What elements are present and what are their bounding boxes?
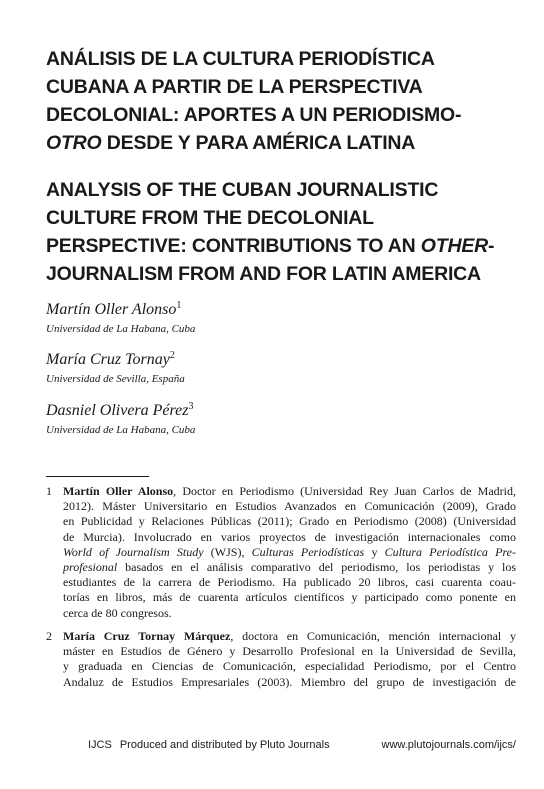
author-affiliation: Universidad de La Habana, Cuba — [46, 424, 196, 436]
title-en-line: JOURNALISM FROM AND FOR LATIN AMERICA — [46, 263, 481, 285]
title-es-italic-word: OTRO — [46, 132, 102, 154]
footnote-line: Martín Oller Alonso, Doctor en Periodismo (Universidad Rey Juan Carlos de Madrid, — [63, 484, 516, 498]
author-name: Martín Oller Alonso$^1$ — [46, 300, 182, 318]
author-footnote-ref[interactable]: 3 — [188, 401, 194, 412]
footnote-line: torías en libros, más de cuarenta artículos científicos y participado como ponente en — [63, 590, 516, 605]
footnote-line: estudiantes de la carrera de Periodismo. Ha publicado 20 libros, casi cuarenta coau- — [63, 575, 516, 590]
journal-url-link[interactable]: www.plutojournals.com/ijcs/ — [381, 739, 516, 751]
title-en-line — [46, 232, 516, 260]
footnote-line: de Murcia). Involucrado en varios proyectos de investigación internacionales como — [63, 529, 516, 544]
footnote-author-name: Martín Oller Alonso — [63, 484, 174, 498]
footnote-line: World of Journalism Study (WJS), Culturas Periodísticas y Cultura Periodística Pre- — [63, 544, 516, 559]
author-name: María Cruz Tornay$^2$ — [46, 350, 175, 368]
author-footnote-ref[interactable]: 2 — [169, 350, 175, 361]
footnote — [46, 629, 516, 690]
title-es-line — [46, 129, 516, 157]
distribution-note: Produced and distributed by Pluto Journals — [119, 739, 330, 751]
journal-abbreviation: IJCS — [88, 739, 112, 751]
author-footnote-ref[interactable]: 1 — [176, 300, 182, 311]
author-block — [46, 350, 185, 387]
footnote-line: y graduada en Ciencias de Comunicación, especialidad Periodismo, por el Centro — [63, 659, 516, 674]
footnote — [46, 484, 516, 621]
title-es-line: CUBANA A PARTIR DE LA PERSPECTIVA — [46, 76, 423, 98]
footnote-text — [63, 484, 516, 621]
title-english — [46, 176, 516, 288]
title-en-hyphen: - — [488, 235, 495, 257]
footnote-line: María Cruz Tornay Márquez, doctora en Comunicación, mención internacional y — [63, 629, 517, 643]
title-en-plain: PERSPECTIVE: CONTRIBUTIONS TO AN — [46, 235, 421, 257]
footnote-number: 1 — [46, 484, 52, 498]
author-block — [46, 300, 195, 337]
footnote-separator — [46, 476, 149, 477]
title-en-italic-word: OTHER — [420, 235, 489, 257]
title-en-line: ANALYSIS OF THE CUBAN JOURNALISTIC — [46, 179, 439, 201]
footnote-line: en Publicidad y Relaciones Públicas (2011); Grado en Periodismo (2008) (Universidad — [63, 514, 516, 529]
footnote-number: 2 — [46, 629, 52, 643]
footnote-text — [63, 629, 516, 690]
footnote-line: cerca de 80 congresos. — [63, 605, 172, 620]
footnote-line: máster en Estudios de Género y Desarrollo Profesional en la Universidad de Sevilla, — [63, 644, 516, 659]
title-en-line: CULTURE FROM THE DECOLONIAL — [46, 207, 374, 229]
footnote-line: profesional basados en el análisis comparativo del periodismo, los periodistas y los — [63, 560, 516, 575]
title-es-rest: DESDE Y PARA AMÉRICA LATINA — [101, 132, 416, 154]
footnote-line: Andaluz de Estudios Empresariales (2003). Miembro del grupo de investigación de — [63, 674, 516, 689]
footnote-author-name: María Cruz Tornay Márquez — [63, 629, 231, 643]
author-affiliation: Universidad de La Habana, Cuba — [46, 323, 196, 335]
title-es-line: ANÁLISIS DE LA CULTURA PERIODÍSTICA — [46, 48, 435, 70]
title-es-line: DECOLONIAL: APORTES A UN PERIODISMO- — [46, 104, 462, 126]
author-block — [46, 401, 195, 438]
page-footer — [88, 739, 516, 751]
author-affiliation: Universidad de Sevilla, España — [46, 373, 185, 385]
footnote-line: 2012). Máster Universitario en Estudios Avanzados en Comunicación (2009), Grado — [63, 499, 516, 514]
title-spanish — [46, 45, 516, 157]
author-name: Dasniel Olivera Pérez$^3$ — [46, 401, 194, 419]
